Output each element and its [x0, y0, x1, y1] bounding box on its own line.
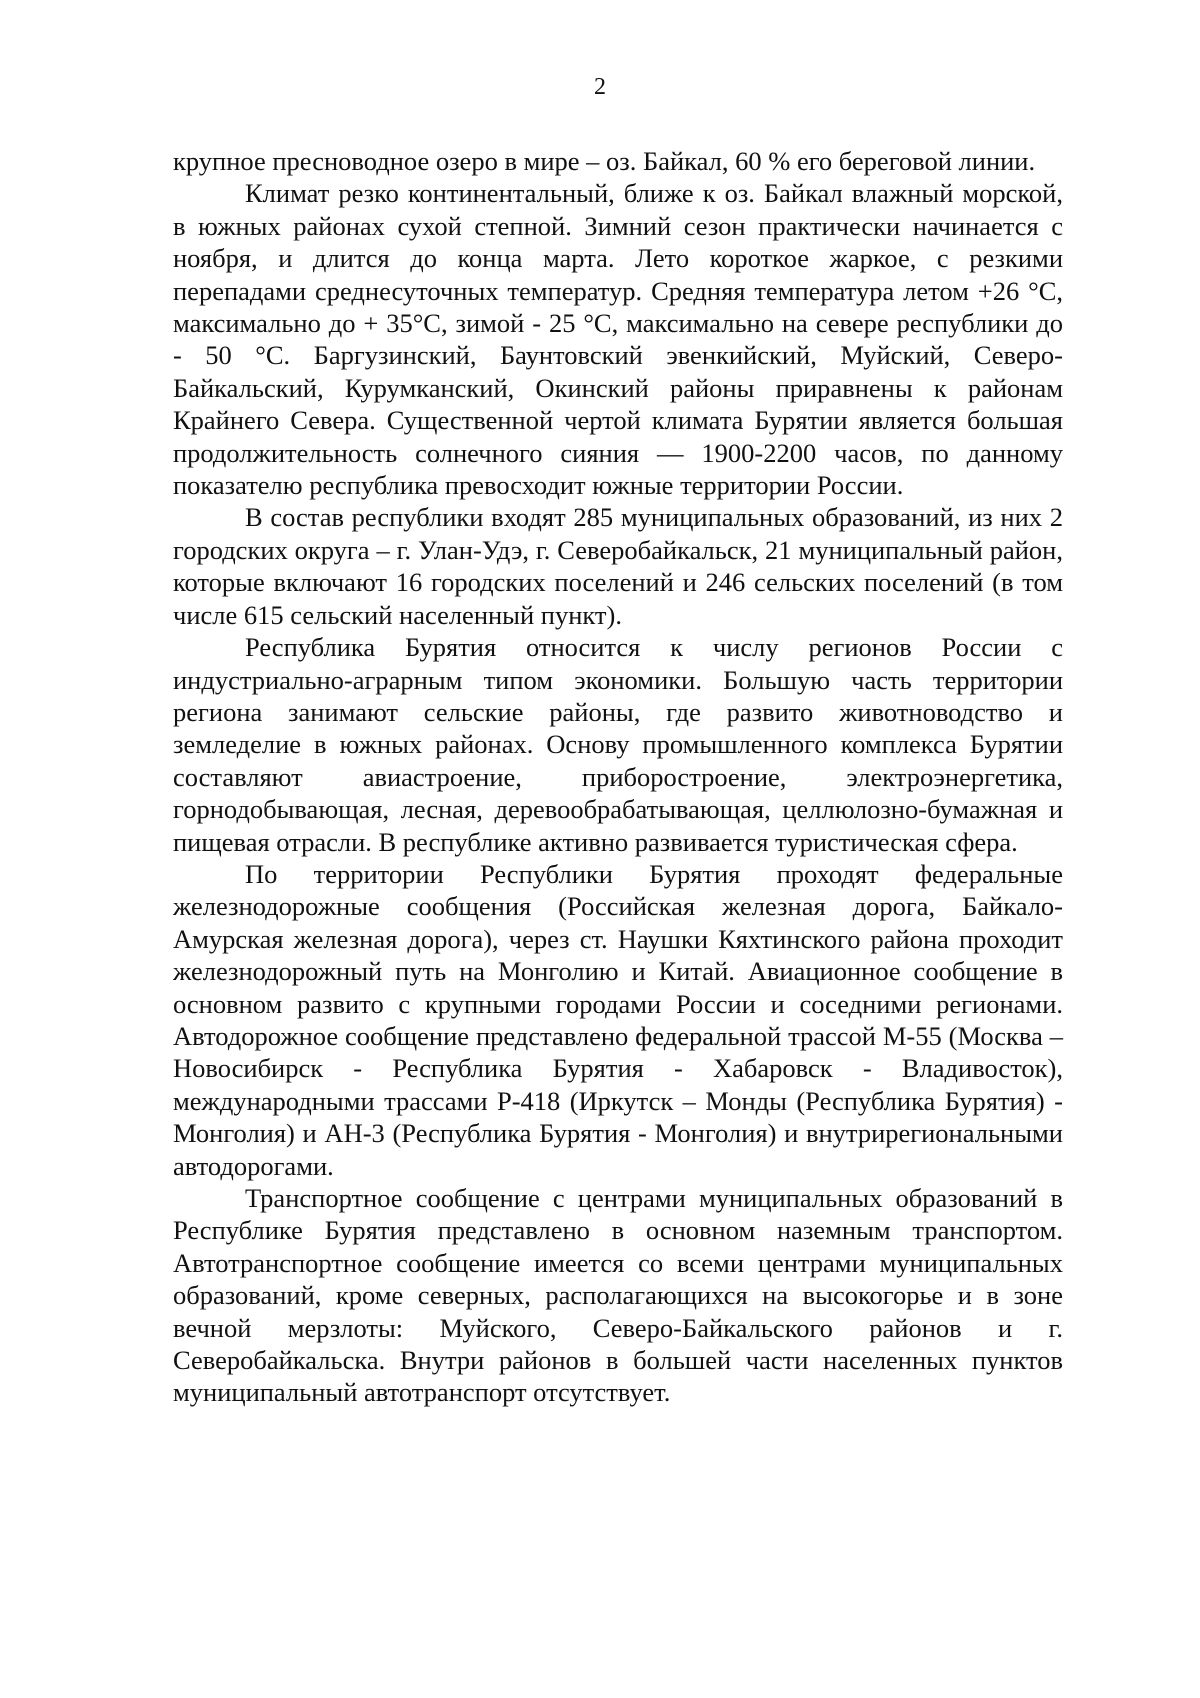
- page-number: 2: [594, 74, 606, 100]
- document-body: [173, 145, 1063, 1409]
- paragraph-transport-municipal: Транспортное сообщение с центрами муниципальных образований в Республике Бурятия представлено в основном наземным транспортом. Автотранспортное сообщение имеется со всеми центрами муниципальных образований, кроме северных, располагающихся на высокогорье и в зоне вечной мерзлоты: Муйского, Северо-Байкальского районов и г. Северобайкальска. Внутри районов в большей части населенных пунктов муниципальный автотранспорт отсутствует.: [173, 1183, 1063, 1408]
- paragraph-transport-routes: По территории Республики Бурятия проходят федеральные железнодорожные сообщения (Российская железная дорога, Байкало-Амурская железная дорога), через ст. Наушки Кяхтинского района проходит железнодорожный путь на Монголию и Китай. Авиационное сообщение в основном развито с крупными городами России и соседними регионами. Автодорожное сообщение представлено федеральной трассой М-55 (Москва – Новосибирск - Республика Бурятия - Хабаровск - Владивосток), международными трассами Р-418 (Иркутск – Монды (Республика Бурятия) - Монголия) и АН-3 (Республика Бурятия - Монголия) и внутрирегиональными автодорогами.: [173, 858, 1063, 1181]
- paragraph-economy: Республика Бурятия относится к числу регионов России с индустриально-аграрным типом экономики. Большую часть территории региона занимают сельские районы, где развито животноводство и земледелие в южных районах. Основу промышленного комплекса Бурятии составляют авиастроение, приборостроение, электроэнергетика, горнодобывающая, лесная, деревообрабатывающая, целлюлозно-бумажная и пищевая отрасли. В республике активно развивается туристическая сфера.: [173, 632, 1063, 857]
- paragraph-municipalities: В состав республики входят 285 муниципальных образований, из них 2 городских округа – г. Улан-Удэ, г. Северобайкальск, 21 муниципальный район, которые включают 16 городских поселений и 246 сельских поселений (в том числе 615 сельский населенный пункт).: [173, 502, 1063, 630]
- paragraph-continuation: крупное пресноводное озеро в мире – оз. Байкал, 60 % его береговой линии.: [173, 146, 1036, 176]
- paragraph-climate: Климат резко континентальный, ближе к оз. Байкал влажный морской, в южных районах сухой степной. Зимний сезон практически начинается с ноября, и длится до конца марта. Лето короткое жаркое, с резкими перепадами среднесуточных температур. Средняя температура летом +26 °С, максимально до + 35°С, зимой - 25 °С, максимально на севере республики до - 50 °С. Баргузинский, Баунтовский эвенкийский, Муйский, Северо-Байкальский, Курумканский, Окинский районы приравнены к районам Крайнего Севера. Существенной чертой климата Бурятии является большая продолжительность солнечного сияния — 1900-2200 часов, по данному показателю республика превосходит южные территории России.: [173, 178, 1063, 501]
